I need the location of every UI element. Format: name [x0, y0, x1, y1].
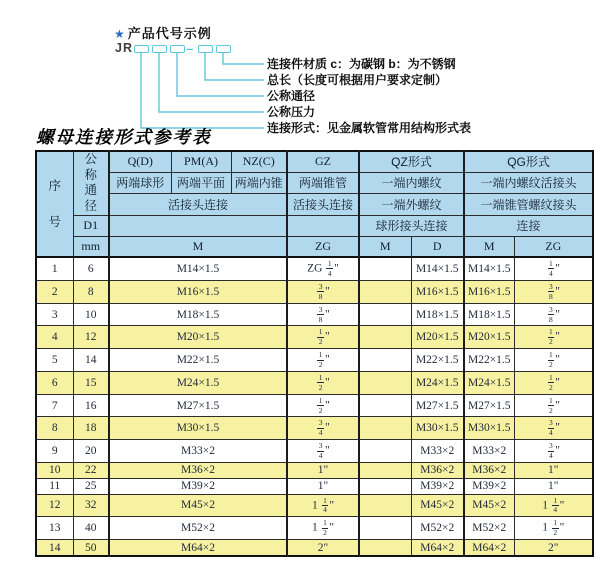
col-header-nz: NZ(C)	[231, 151, 287, 172]
cell-qg-zg: $\frac{1}{2}$ "	[514, 394, 593, 417]
table-row	[36, 371, 593, 394]
cell-qz-d: M20×1.5	[411, 326, 464, 349]
header-row-5	[36, 236, 593, 257]
table-row	[36, 349, 593, 372]
cell-dn: 50	[73, 540, 109, 556]
cell-gz: 2"	[287, 540, 359, 556]
dn-label: 公称通径	[84, 152, 97, 213]
qg-connection-label: 连接	[464, 215, 593, 236]
cell-qz-d: M45×2	[411, 494, 464, 517]
cell-m: M20×1.5	[109, 326, 287, 349]
cell-qg-zg: 1 $\frac{1}{4}$ "	[514, 494, 593, 517]
cell-qz-m	[359, 440, 411, 463]
cell-seq: 1	[36, 257, 73, 280]
cell-qg-m: M52×2	[464, 517, 514, 540]
cell-qg-zg: 1 $\frac{1}{2}$ "	[514, 517, 593, 540]
code-box-2	[152, 45, 167, 53]
table-body	[36, 257, 593, 556]
cell-m: M22×1.5	[109, 349, 287, 372]
cell-m: M52×2	[109, 517, 287, 540]
cell-gz: $\frac{3}{8}$ "	[287, 280, 359, 303]
cell-qg-zg: $\frac{1}{2}$ "	[514, 371, 593, 394]
cell-gz: $\frac{3}{8}$ "	[287, 303, 359, 326]
fraction: $\frac{1}{2}$	[318, 372, 323, 392]
header-row-2	[36, 172, 593, 193]
diagram-heading	[114, 23, 212, 42]
table-row	[36, 280, 593, 303]
cell-qg-m: M64×2	[464, 540, 514, 556]
col-header-qg: QG形式	[464, 151, 593, 172]
cell-gz: $\frac{1}{2}$ "	[287, 326, 359, 349]
gz-connection-label: 活接头连接	[287, 194, 359, 215]
fraction: $\frac{1}{2}$	[549, 350, 553, 370]
cell-qz-m	[359, 371, 411, 394]
nz-desc: 两端内锥	[231, 172, 287, 193]
cell-dn: 25	[73, 478, 109, 494]
fraction: $\frac{1}{2}$	[549, 372, 553, 392]
fraction: $\frac{3}{8}$	[549, 304, 553, 324]
fraction: $\frac{3}{4}$	[318, 418, 323, 438]
cell-qz-m	[359, 494, 411, 517]
code-box-4	[198, 45, 213, 53]
table-row	[36, 478, 593, 494]
cell-qg-zg: $\frac{3}{4}$ "	[514, 440, 593, 463]
pm-desc: 两端平面	[171, 172, 231, 193]
cell-qz-m	[359, 394, 411, 417]
cell-qg-m: M30×1.5	[464, 417, 514, 440]
m-col-label-3: M	[464, 236, 514, 257]
cell-qz-m	[359, 478, 411, 494]
header-row-1	[36, 151, 593, 172]
cell-qg-m: M36×2	[464, 462, 514, 478]
seq-label: 序号	[48, 178, 61, 229]
q-desc: 两端球形	[109, 172, 171, 193]
fraction: $\frac{1}{4}$	[327, 259, 332, 278]
cell-m: M27×1.5	[109, 394, 287, 417]
cell-seq: 4	[36, 326, 73, 349]
cell-seq: 7	[36, 394, 73, 417]
cell-qz-d: M14×1.5	[411, 257, 464, 280]
cell-qz-d: M52×2	[411, 517, 464, 540]
cell-dn: 18	[73, 417, 109, 440]
cell-qg-zg: 1"	[514, 478, 593, 494]
col-header-gz: GZ	[287, 151, 359, 172]
cell-m: M45×2	[109, 494, 287, 517]
diagram-label-4: 公称压力	[267, 105, 316, 119]
cell-dn: 6	[73, 257, 109, 280]
cell-qz-m	[359, 462, 411, 478]
cell-seq: 14	[36, 540, 73, 556]
cell-qz-d: M64×2	[411, 540, 464, 556]
d-col-label: D	[411, 236, 464, 257]
cell-qz-m	[359, 417, 411, 440]
header-row-4	[36, 215, 593, 236]
col-header-seq	[36, 151, 73, 257]
cell-qz-m	[359, 257, 411, 280]
col-header-dn	[73, 151, 109, 215]
m-col-label-2: M	[359, 236, 411, 257]
cell-qz-d: M39×2	[411, 478, 464, 494]
nut-connection-table	[35, 150, 594, 557]
qz-desc-2: 一端外螺纹	[359, 194, 464, 215]
diagram-heading-text: 产品代号示例	[127, 26, 212, 41]
cell-qg-zg: 2"	[514, 540, 593, 556]
cell-m: M30×1.5	[109, 417, 287, 440]
cell-qz-d: M24×1.5	[411, 371, 464, 394]
cell-m: M16×1.5	[109, 280, 287, 303]
cell-seq: 10	[36, 462, 73, 478]
cell-m: M64×2	[109, 540, 287, 556]
cell-gz: $\frac{3}{4}$ "	[287, 440, 359, 463]
cell-qg-m: M33×2	[464, 440, 514, 463]
cell-qg-m: M14×1.5	[464, 257, 514, 280]
cell-seq: 13	[36, 517, 73, 540]
fraction: $\frac{1}{4}$	[553, 495, 558, 515]
fraction: $\frac{3}{8}$	[318, 281, 323, 301]
cell-qg-m: M24×1.5	[464, 371, 514, 394]
cell-m: M18×1.5	[109, 303, 287, 326]
diagram-label-2: 总长（长度可根据用户要求定制）	[267, 73, 448, 87]
table-header	[36, 151, 593, 257]
cell-dn: 40	[73, 517, 109, 540]
cell-dn: 16	[73, 394, 109, 417]
cell-qz-d: M33×2	[411, 440, 464, 463]
table-row	[36, 394, 593, 417]
cell-qg-m: M16×1.5	[464, 280, 514, 303]
cell-m: M14×1.5	[109, 257, 287, 280]
union-connection-label: 活接头连接	[109, 194, 287, 215]
cell-qg-zg: $\frac{1}{2}$ "	[514, 349, 593, 372]
fraction: $\frac{3}{4}$	[549, 418, 553, 438]
cell-dn: 8	[73, 280, 109, 303]
cell-qz-m	[359, 517, 411, 540]
table-row	[36, 540, 593, 556]
fraction: $\frac{3}{4}$	[549, 441, 553, 461]
cell-dn: 12	[73, 326, 109, 349]
table-row	[36, 517, 593, 540]
cell-seq: 12	[36, 494, 73, 517]
diagram-label-5: 连接形式：见金属软管常用结构形式表	[267, 121, 472, 135]
code-dash: –	[186, 41, 194, 56]
cell-qz-d: M16×1.5	[411, 280, 464, 303]
cell-seq: 6	[36, 371, 73, 394]
cell-seq: 9	[36, 440, 73, 463]
table-row	[36, 303, 593, 326]
table-row	[36, 462, 593, 478]
cell-m: M36×2	[109, 462, 287, 478]
cell-qz-d: M27×1.5	[411, 394, 464, 417]
cell-qg-m: M39×2	[464, 478, 514, 494]
cell-gz: 1 $\frac{1}{4}$ "	[287, 494, 359, 517]
cell-gz: $\frac{1}{2}$ "	[287, 349, 359, 372]
cell-gz: 1"	[287, 478, 359, 494]
diagram-label-1: 连接件材质 c：为碳钢 b：为不锈钢	[267, 57, 456, 71]
cell-qg-zg: $\frac{3}{8}$ "	[514, 280, 593, 303]
table-row	[36, 257, 593, 280]
cell-seq: 11	[36, 478, 73, 494]
cell-qg-m: M20×1.5	[464, 326, 514, 349]
fraction: $\frac{3}{8}$	[549, 281, 553, 301]
cell-qg-m: M22×1.5	[464, 349, 514, 372]
cell-seq: 3	[36, 303, 73, 326]
fraction: $\frac{1}{2}$	[323, 518, 327, 538]
cell-dn: 32	[73, 494, 109, 517]
cell-gz: 1 $\frac{1}{2}$ "	[287, 517, 359, 540]
zg-col-label-2: ZG	[514, 236, 593, 257]
cell-seq: 2	[36, 280, 73, 303]
col-header-q: Q(D)	[109, 151, 171, 172]
cell-qz-d: M22×1.5	[411, 349, 464, 372]
cell-qg-m: M27×1.5	[464, 394, 514, 417]
product-code-prefix: JR	[115, 41, 133, 55]
cell-qg-zg: $\frac{3}{8}$ "	[514, 303, 593, 326]
gz-desc: 两端锥管	[287, 172, 359, 193]
page-title: 螺母连接形式参考表	[36, 127, 212, 147]
cell-qz-d: M36×2	[411, 462, 464, 478]
star-icon: ★	[114, 27, 126, 41]
cell-qz-m	[359, 326, 411, 349]
cell-qg-zg: 1"	[514, 462, 593, 478]
fraction: $\frac{1}{2}$	[549, 395, 553, 415]
fraction: $\frac{1}{2}$	[549, 327, 553, 347]
cell-qz-d: M18×1.5	[411, 303, 464, 326]
cell-qz-m	[359, 280, 411, 303]
code-box-1	[134, 45, 149, 53]
cell-m: M24×1.5	[109, 371, 287, 394]
cell-qz-m	[359, 303, 411, 326]
zg-col-label-1: ZG	[287, 236, 359, 257]
cell-dn: 10	[73, 303, 109, 326]
cell-seq: 5	[36, 349, 73, 372]
fraction: $\frac{1}{2}$	[318, 350, 323, 370]
cell-gz: ZG $\frac{1}{4}$ "	[287, 257, 359, 280]
qz-connection-label: 球形接头连接	[359, 215, 464, 236]
cell-dn: 15	[73, 371, 109, 394]
fraction: $\frac{1}{4}$	[323, 495, 327, 515]
fraction: $\frac{1}{4}$	[549, 259, 553, 278]
cell-qg-zg: $\frac{1}{4}$ "	[514, 257, 593, 280]
blank-cell-left	[109, 215, 287, 236]
cell-qg-zg: $\frac{1}{2}$ "	[514, 326, 593, 349]
qg-desc-1: 一端内螺纹活接头	[464, 172, 593, 193]
mm-label: mm	[73, 236, 109, 257]
qg-desc-2: 一端锥管螺纹接头	[464, 194, 593, 215]
header-row-3	[36, 194, 593, 215]
fraction: $\frac{3}{4}$	[318, 441, 323, 461]
table-row	[36, 494, 593, 517]
fraction: $\frac{1}{2}$	[318, 327, 323, 347]
diagram-labels	[267, 56, 471, 136]
cell-gz: $\frac{1}{2}$ "	[287, 371, 359, 394]
table-row	[36, 440, 593, 463]
fraction: $\frac{1}{2}$	[553, 518, 558, 538]
cell-seq: 8	[36, 417, 73, 440]
cell-gz: $\frac{3}{4}$ "	[287, 417, 359, 440]
cell-dn: 14	[73, 349, 109, 372]
blank-cell-gz	[287, 215, 359, 236]
m-col-label-1: M	[109, 236, 287, 257]
cell-dn: 20	[73, 440, 109, 463]
code-box-5	[216, 45, 231, 53]
cell-dn: 22	[73, 462, 109, 478]
cell-m: M39×2	[109, 478, 287, 494]
col-header-pm: PM(A)	[171, 151, 231, 172]
cell-qg-zg: $\frac{3}{4}$ "	[514, 417, 593, 440]
fraction: $\frac{3}{8}$	[318, 304, 323, 324]
qz-desc-1: 一端内螺纹	[359, 172, 464, 193]
cell-qz-m	[359, 540, 411, 556]
cell-gz: $\frac{1}{2}$ "	[287, 394, 359, 417]
cell-qz-m	[359, 349, 411, 372]
table-row	[36, 326, 593, 349]
cell-qg-m: M45×2	[464, 494, 514, 517]
diagram-label-3: 公称通径	[267, 89, 316, 103]
cell-m: M33×2	[109, 440, 287, 463]
fraction: $\frac{1}{2}$	[318, 395, 323, 415]
table-row	[36, 417, 593, 440]
col-header-qz: QZ形式	[359, 151, 464, 172]
cell-qz-d: M30×1.5	[411, 417, 464, 440]
cell-gz: 1"	[287, 462, 359, 478]
d1-label: D1	[73, 215, 109, 236]
code-box-3	[170, 45, 185, 53]
cell-qg-m: M18×1.5	[464, 303, 514, 326]
